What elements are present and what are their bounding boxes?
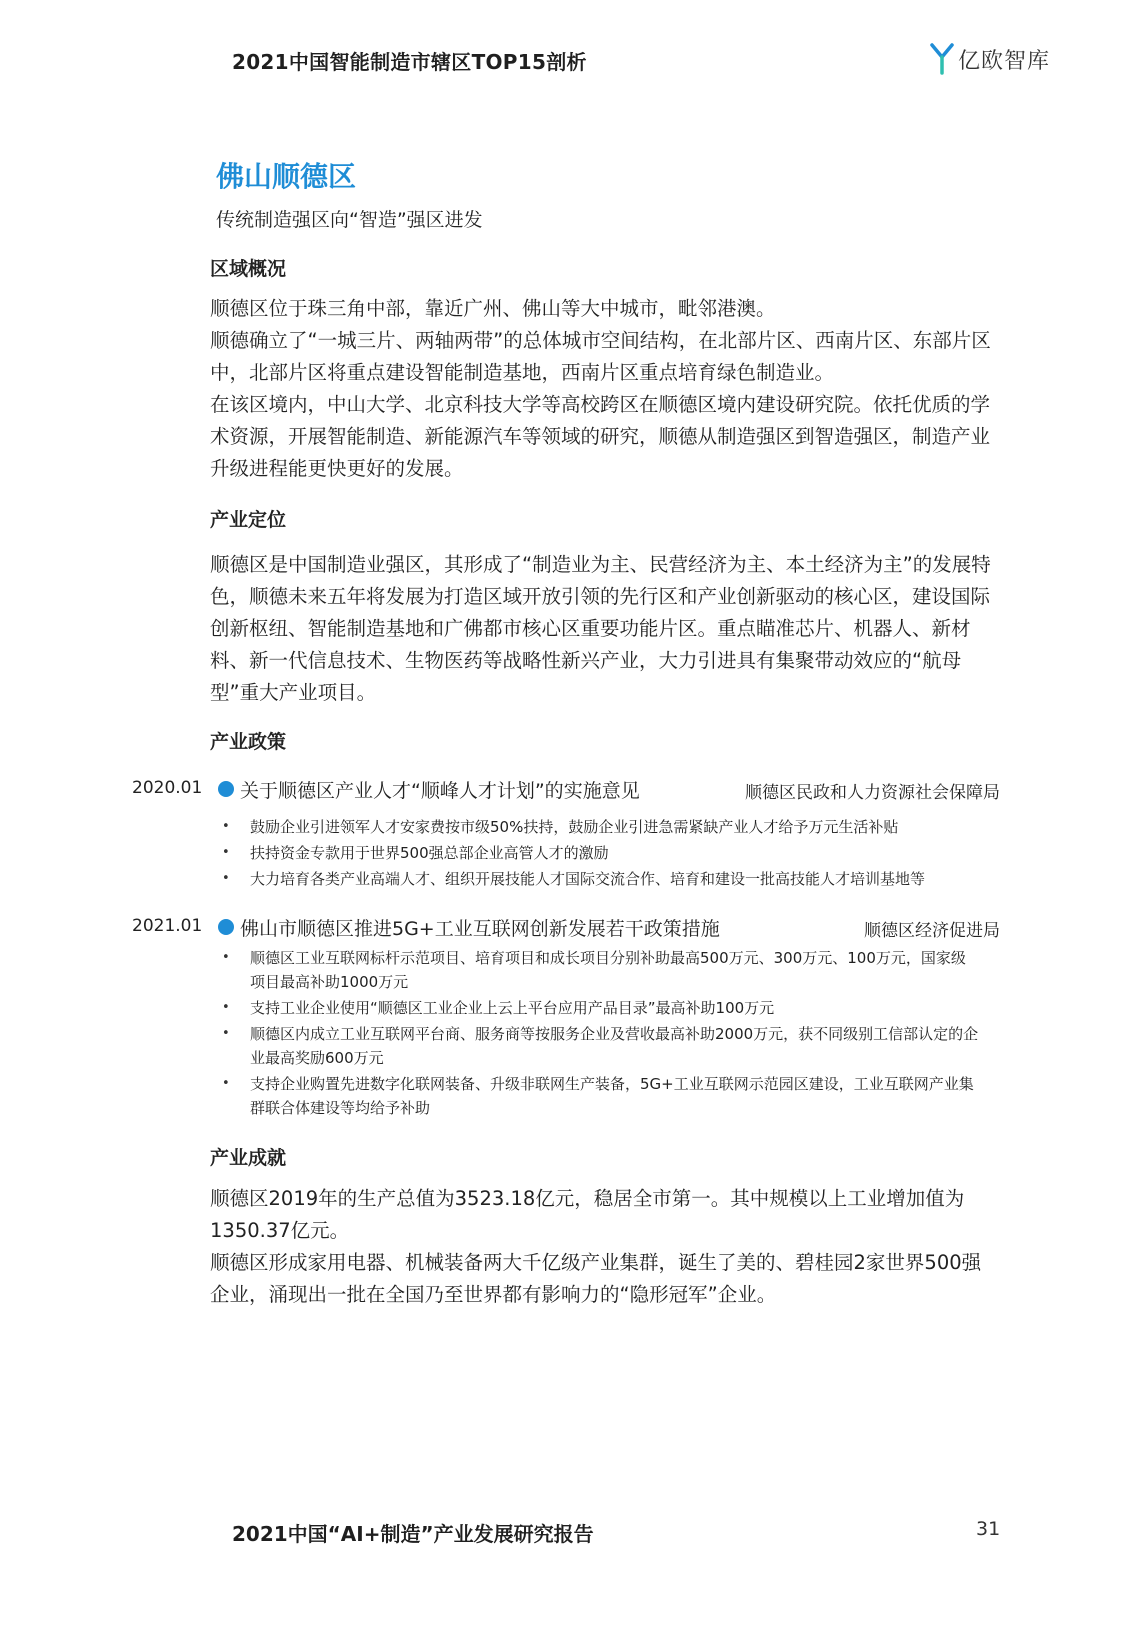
policy-bullet-list (220, 815, 980, 893)
region-subtitle: 传统制造强区向“智造”强区进发 (216, 209, 483, 231)
positioning-body (210, 549, 1000, 709)
overview-paragraph: 在该区境内，中山大学、北京科技大学等高校跨区在顺德区境内建设研究院。依托优质的学术资源，开展智能制造、新能源汽车等领域的研究，顺德从制造强区到智造强区，制造产业升级进程能更快更好的发展。 (210, 393, 991, 480)
page-number: 31 (976, 1518, 1001, 1540)
list-item: • 大力培育各类产业高端人才、组织开展技能人才国际交流合作、培育和建设一批高技能人才培训基地等 (220, 867, 980, 891)
policy-org: 顺德区民政和人力资源社会保障局 (745, 783, 1000, 803)
policy-bullet-list (220, 946, 980, 1122)
list-item: • 支持工业企业使用“顺德区工业企业上云上平台应用产品目录”最高补助100万元 (220, 996, 980, 1020)
policy-date: 2021.01 (132, 916, 203, 936)
policy-date: 2020.01 (132, 778, 203, 798)
policy-bullet-dot-icon (218, 781, 234, 797)
yiou-logo-icon (930, 43, 954, 75)
overview-heading: 区域概况 (210, 258, 287, 280)
list-item: • 顺德区工业互联网标杆示范项目、培育项目和成长项目分别补助最高500万元、300万元、100万元，国家级项目最高补助1000万元 (220, 946, 980, 994)
header-title: 2021中国智能制造市辖区TOP15剖析 (232, 50, 587, 74)
achievement-body (210, 1183, 1000, 1311)
policy-heading: 产业政策 (210, 731, 287, 753)
overview-body (210, 293, 1000, 485)
policy-title: 关于顺德区产业人才“顺峰人才计划”的实施意见 (240, 780, 640, 802)
positioning-paragraph: 顺德区是中国制造业强区，其形成了“制造业为主、民营经济为主、本土经济为主”的发展特色，顺德未来五年将发展为打造区域开放引领的先行区和产业创新驱动的核心区，建设国际创新枢纽、智能制造基地和广佛都市核心区重要功能片区。重点瞄准芯片、机器人、新材料、新一代信息技术、生物医药等战略性新兴产业，大力引进具有集聚带动效应的“航母型”重大产业项目。 (210, 553, 991, 704)
logo-text: 亿欧智库 (958, 48, 1051, 74)
overview-paragraph: 顺德确立了“一城三片、两轴两带”的总体城市空间结构，在北部片区、西南片区、东部片区中，北部片区将重点建设智能制造基地，西南片区重点培育绿色制造业。 (210, 329, 991, 384)
overview-paragraph: 顺德区位于珠三角中部，靠近广州、佛山等大中城市，毗邻港澳。 (210, 297, 776, 320)
region-title: 佛山顺德区 (216, 160, 357, 193)
footer-title: 2021中国“AI+制造”产业发展研究报告 (232, 1522, 594, 1546)
positioning-heading: 产业定位 (210, 509, 287, 531)
achievement-heading: 产业成就 (210, 1147, 287, 1169)
list-item: • 顺德区内成立工业互联网平台商、服务商等按服务企业及营收最高补助2000万元，获不同级别工信部认定的企业最高奖励600万元 (220, 1022, 980, 1070)
policy-org: 顺德区经济促进局 (864, 921, 1000, 941)
brand-logo (930, 42, 1050, 76)
policy-title: 佛山市顺德区推进5G+工业互联网创新发展若干政策措施 (240, 918, 720, 940)
achievement-paragraph: 顺德区2019年的生产总值为3523.18亿元，稳居全市第一。其中规模以上工业增加值为1350.37亿元。 (210, 1187, 965, 1242)
list-item: • 支持企业购置先进数字化联网装备、升级非联网生产装备，5G+工业互联网示范园区建设，工业互联网产业集群联合体建设等均给予补助 (220, 1072, 980, 1120)
list-item: • 鼓励企业引进领军人才安家费按市级50%扶持，鼓励企业引进急需紧缺产业人才给予万元生活补贴 (220, 815, 980, 839)
policy-bullet-dot-icon (218, 919, 234, 935)
list-item: • 扶持资金专款用于世界500强总部企业高管人才的激励 (220, 841, 980, 865)
achievement-paragraph: 顺德区形成家用电器、机械装备两大千亿级产业集群，诞生了美的、碧桂园2家世界500强企业，涌现出一批在全国乃至世界都有影响力的“隐形冠军”企业。 (210, 1251, 982, 1306)
